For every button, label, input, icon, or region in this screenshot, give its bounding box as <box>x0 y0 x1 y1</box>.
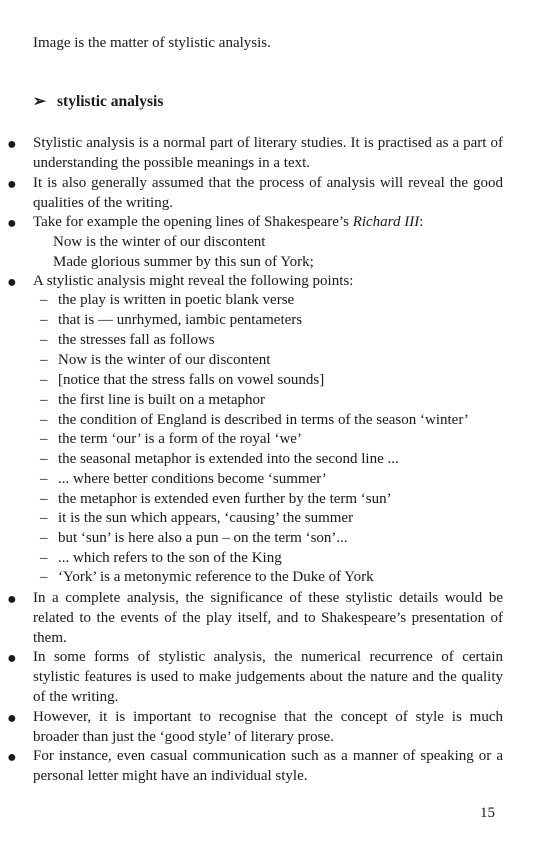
bullet-paragraph: For instance, even casual communication such as a manner of speaking or a personal letter might have an individual style. <box>33 748 503 784</box>
page-number: 15 <box>480 805 495 821</box>
bullet-paragraph: In some forms of stylistic analysis, the numerical recurrence of certain stylistic features is used to make judgements about the nature and the quality of the writing. <box>33 649 503 705</box>
list-item: – Now is the winter of our discontent <box>40 352 271 368</box>
quote-line: Made glorious summer by this sun of York; <box>53 254 314 270</box>
section-heading-title: stylistic analysis <box>57 93 164 110</box>
list-item: – the condition of England is described in terms of the season ‘winter’ <box>40 412 469 428</box>
bullet-paragraph: It is also generally assumed that the process of analysis will reveal the good qualities of the writing. <box>33 175 503 211</box>
list-item: – [notice that the stress falls on vowel sounds] <box>40 372 325 388</box>
play-title-suffix: : <box>419 214 424 230</box>
bullet-paragraph: However, it is important to recognise that the concept of style is much broader than just the ‘good style’ of literary prose. <box>33 709 503 745</box>
play-title: Richard III <box>352 214 420 230</box>
arrow-bullet-icon: ➢ <box>33 93 46 110</box>
bullet-icon: ● <box>7 749 17 766</box>
bullet-icon: ● <box>7 274 17 291</box>
bullet-text: Take for example the opening lines of Shakespeare’s <box>33 214 349 230</box>
list-item: – the stresses fall as follows <box>40 332 215 348</box>
bullet-icon: ● <box>7 136 17 153</box>
list-item: – ‘York’ is a metonymic reference to the Duke of York <box>40 569 374 585</box>
section-heading <box>33 93 163 111</box>
bullet-icon: ● <box>7 215 17 232</box>
bullet-paragraph: A stylistic analysis might reveal the following points: <box>33 273 354 289</box>
intro-text: Image is the matter of stylistic analysis. <box>33 35 271 51</box>
list-item: – it is the sun which appears, ‘causing’ the summer <box>40 510 354 526</box>
bullet-paragraph: In a complete analysis, the significance of these stylistic details would be related to the events of the play itself, and to Shakespeare’s presentation of them. <box>33 590 503 646</box>
bullet-icon: ● <box>7 710 17 727</box>
list-item: – the play is written in poetic blank verse <box>40 292 295 308</box>
bullet-icon: ● <box>7 176 17 193</box>
list-item: – the term ‘our’ is a form of the royal ‘we’ <box>40 431 302 447</box>
bullet-icon: ● <box>7 650 17 667</box>
list-item: – but ‘sun’ is here also a pun – on the term ‘son’... <box>40 530 348 546</box>
list-item: – ... where better conditions become ‘summer’ <box>40 471 327 487</box>
list-item: – that is — unrhymed, iambic pentameters <box>40 312 303 328</box>
list-item: – the seasonal metaphor is extended into the second line ... <box>40 451 399 467</box>
list-item: – ... which refers to the son of the King <box>40 550 282 566</box>
bullet-paragraph <box>33 212 503 232</box>
quote-line: Now is the winter of our discontent <box>53 234 266 250</box>
bullet-icon: ● <box>7 591 17 608</box>
list-item: – the first line is built on a metaphor <box>40 392 266 408</box>
list-item: – the metaphor is extended even further by the term ‘sun’ <box>40 491 392 507</box>
bullet-paragraph: Stylistic analysis is a normal part of literary studies. It is practised as a part of understanding the possible meanings in a text. <box>33 135 503 171</box>
